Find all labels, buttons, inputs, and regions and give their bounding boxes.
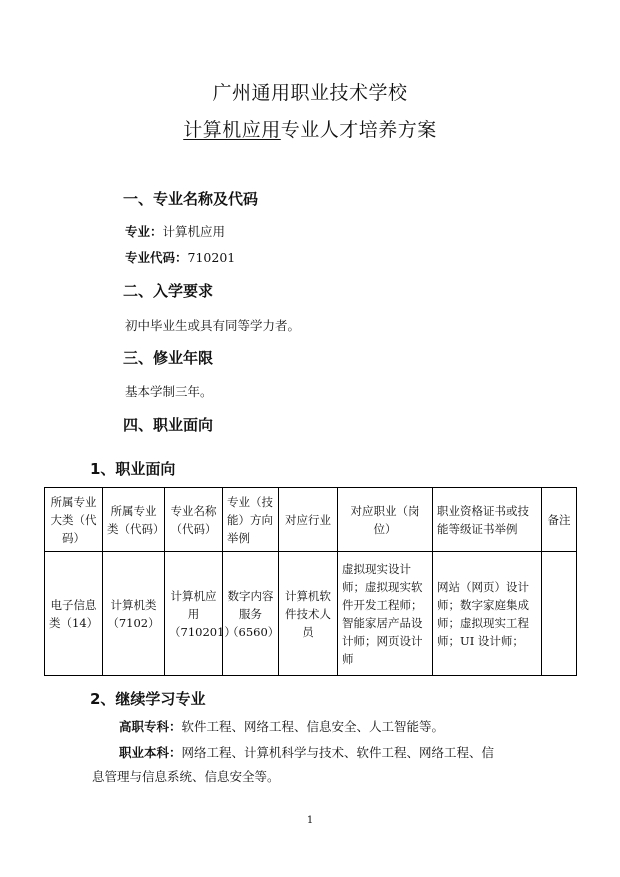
page-number: 1	[306, 815, 314, 826]
table-cell: 数字内容服务（6560）	[223, 552, 279, 676]
major-value: 计算机应用	[162, 224, 226, 239]
higher-vocational-line	[119, 717, 444, 735]
table-header-row	[45, 488, 577, 552]
bachelor-text: 网络工程、计算机科学与技术、软件工程、网络工程、信	[181, 745, 495, 760]
header-cell: 对应职业（岗位）	[338, 488, 433, 552]
header-cell: 专业（技能）方向举例	[223, 488, 279, 552]
header-cell: 所属专业类（代码）	[103, 488, 165, 552]
major-label: 专业：	[125, 224, 163, 239]
plan-title	[0, 115, 620, 142]
section2-heading: 二、入学要求	[123, 282, 214, 300]
table-cell: 网站（网页）设计师；数字家庭集成师；虚拟现实工程师；UI 设计师；	[433, 552, 542, 676]
major-code-line	[125, 248, 235, 266]
higher-vocational-text: 软件工程、网络工程、信息安全、人工智能等。	[181, 719, 445, 734]
section3-heading: 三、修业年限	[123, 349, 214, 367]
table-cell: 计算机软件技术人员	[279, 552, 338, 676]
school-title: 广州通用职业技术学校	[212, 82, 408, 104]
table-row	[45, 552, 577, 676]
major-code-value: 710201	[187, 250, 236, 265]
major-code-label: 专业代码：	[125, 250, 188, 265]
table-cell	[542, 552, 577, 676]
admission-text: 初中毕业生或具有同等学力者。	[125, 318, 301, 333]
subsection-further-study: 2、继续学习专业	[90, 690, 206, 708]
section4-heading: 四、职业面向	[123, 416, 214, 434]
subsection-career: 1、职业面向	[90, 460, 176, 478]
header-cell: 备注	[542, 488, 577, 552]
career-table	[44, 487, 577, 676]
bachelor-label: 职业本科：	[119, 745, 182, 760]
section1-heading: 一、专业名称及代码	[123, 190, 259, 208]
bachelor-continuation: 息管理与信息系统、信息安全等。	[92, 769, 280, 784]
duration-text: 基本学制三年。	[125, 384, 213, 399]
plan-title-suffix: 专业人才培养方案	[280, 119, 437, 141]
header-cell: 职业资格证书或技能等级证书举例	[433, 488, 542, 552]
header-cell: 所属专业大类（代码）	[45, 488, 103, 552]
table-cell: 虚拟现实设计师；虚拟现实软件开发工程师；智能家居产品设计师；网页设计师	[338, 552, 433, 676]
higher-vocational-label: 高职专科：	[119, 719, 182, 734]
major-line	[125, 222, 225, 240]
header-cell: 专业名称（代码）	[165, 488, 223, 552]
bachelor-line	[119, 743, 494, 761]
header-cell: 对应行业	[279, 488, 338, 552]
table-cell: 计算机类（7102）	[103, 552, 165, 676]
table-cell: 电子信息类（14）	[45, 552, 103, 676]
table-cell: 计算机应用（710201）	[165, 552, 223, 676]
plan-title-major: 计算机应用	[183, 119, 281, 141]
